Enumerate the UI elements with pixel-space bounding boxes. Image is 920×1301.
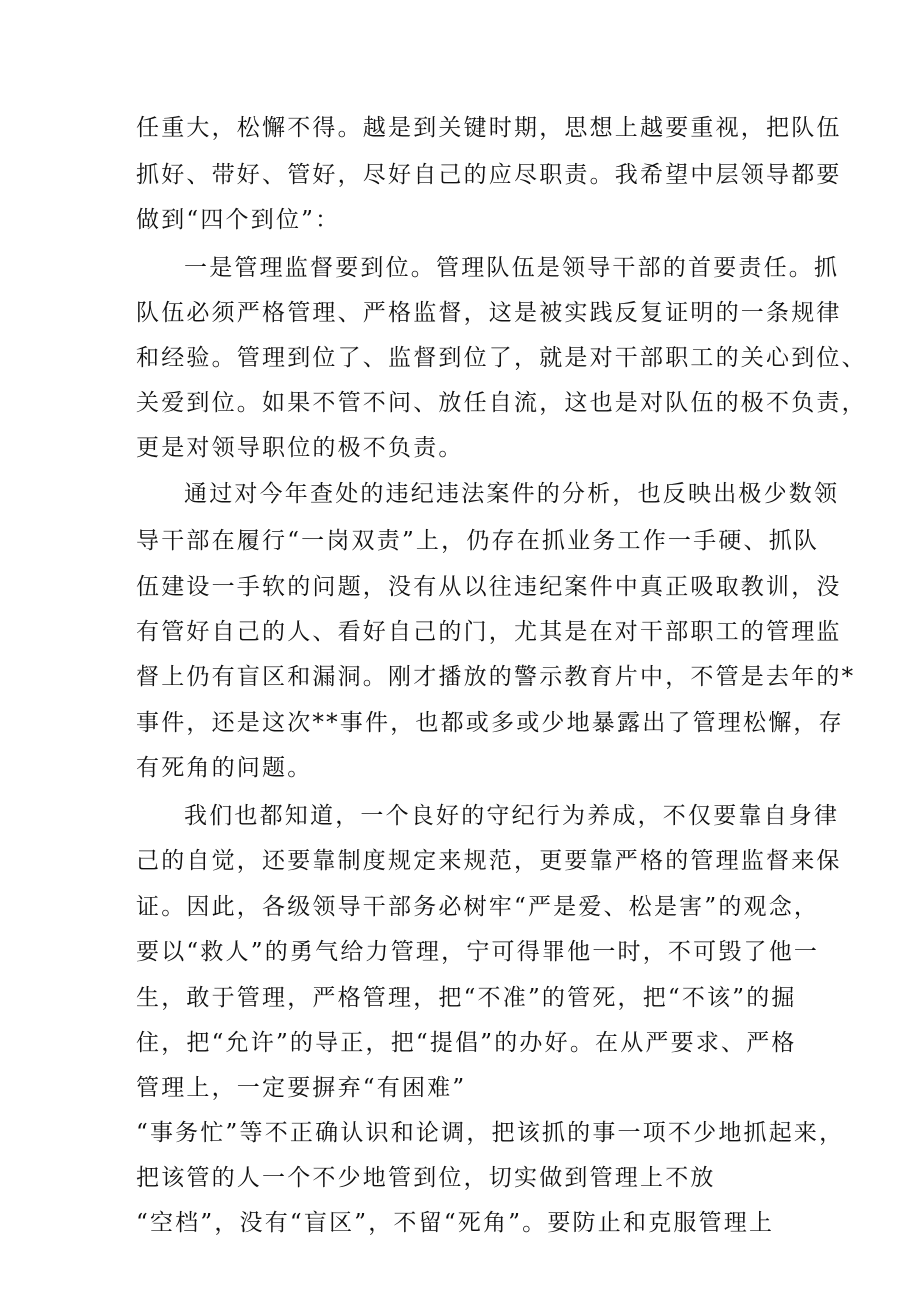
text-line: 一是管理监督要到位。管理队伍是领导干部的首要责任。抓 <box>184 255 840 281</box>
text-line: 我们也都知道，一个良好的守纪行为养成，不仅要靠自身律 <box>184 803 840 829</box>
text-line: 有死角的问题。 <box>136 755 313 781</box>
text-line: 生，敢于管理，严格管理，把“不准”的管死，把“不该”的掘 <box>136 985 797 1011</box>
text-line: “事务忙”等不正确认识和论调，把该抓的事一项不少地抓起来， <box>136 1120 845 1146</box>
text-line: 队伍必须严格管理、严格监督，这是被实践反复证明的一条规律 <box>136 300 842 326</box>
text-line: 有管好自己的人、看好自己的门，尤其是在对干部职工的管理监 <box>136 619 842 645</box>
text-line: 住，把“允许”的导正，把“提倡”的办好。在从严要求、严格 <box>136 1030 797 1056</box>
text-line: 要以“救人”的勇气给力管理，宁可得罪他一时，不可毁了他一 <box>136 939 820 965</box>
text-line: 己的自觉，还要靠制度规定来规范，更要靠严格的管理监督来保 <box>136 848 842 874</box>
text-line: 通过对今年查处的违纪违法案件的分析，也反映出极少数领 <box>184 481 840 507</box>
text-line: 做到“四个到位”： <box>136 207 341 233</box>
text-line: 抓好、带好、管好，尽好自己的应尽职责。我希望中层领导都要 <box>136 162 842 188</box>
text-line: 任重大，松懈不得。越是到关键时期，思想上越要重视，把队伍 <box>136 115 842 141</box>
text-line: 把该管的人一个不少地管到位，切实做到管理上不放 <box>136 1165 716 1191</box>
text-line: 导干部在履行“一岗双责”上，仍存在抓业务工作一手硬、抓队 <box>136 528 820 554</box>
text-line: 关爱到位。如果不管不问、放任自流，这也是对队伍的极不负责， <box>136 390 867 416</box>
text-line: 证。因此，各级领导干部务必树牢“严是爱、松是害”的观念， <box>136 894 820 920</box>
text-line: 督上仍有盲区和漏洞。刚才播放的警示教育片中，不管是去年的* <box>136 664 856 690</box>
text-line: 和经验。管理到位了、监督到位了，就是对干部职工的关心到位、 <box>136 345 867 371</box>
text-line: 事件，还是这次**事件，也都或多或少地暴露出了管理松懈，存 <box>136 710 844 736</box>
text-line: 管理上，一定要摒弃“有困难” <box>136 1075 467 1101</box>
text-line: 伍建设一手软的问题，没有从以往违纪案件中真正吸取教训，没 <box>136 574 842 600</box>
text-line: 更是对领导职位的极不负责。 <box>136 435 464 461</box>
text-line: “空档”，没有“盲区”，不留“死角”。要防止和克服管理上 <box>136 1210 775 1236</box>
